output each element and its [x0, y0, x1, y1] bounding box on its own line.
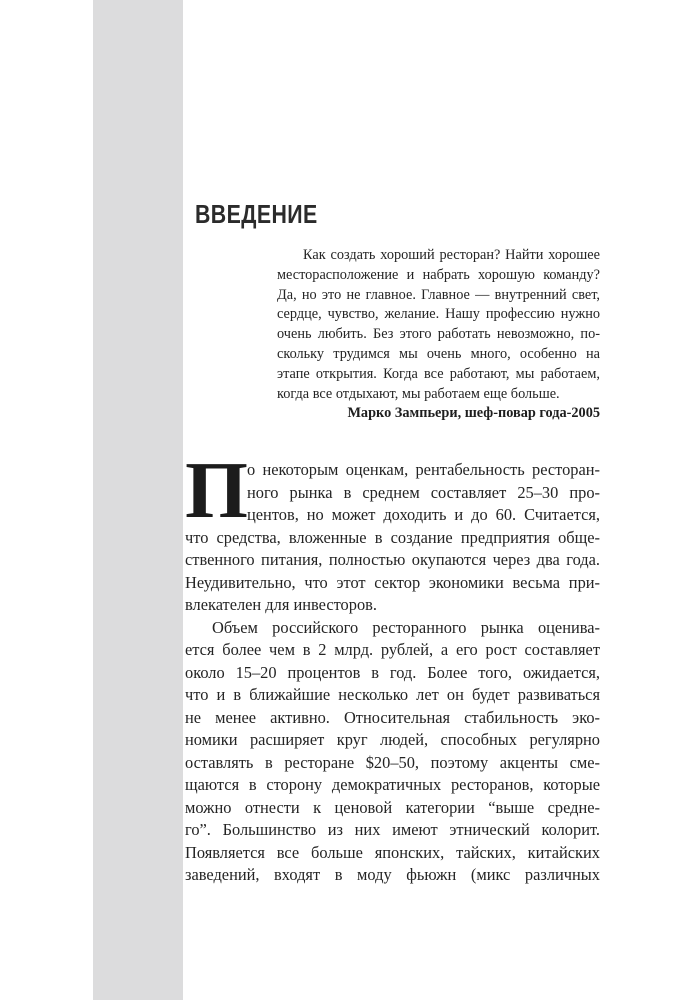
body-text-line: что средства, вложенные в создание предприятия обще-	[185, 527, 600, 547]
body-text-line: го”. Большинство из них имеют этнический колорит.	[185, 820, 600, 839]
epigraph-lines	[277, 246, 600, 404]
body-text-line: Появляется все больше японских, тайских, китайских	[185, 842, 600, 862]
epigraph-line: Да, но это не главное. Главное — внутренний свет,	[277, 286, 600, 303]
body-text-line: влекателен для инвесторов.	[185, 595, 377, 614]
body-text-line: номики расширяет круг людей, способных регулярно	[185, 730, 600, 749]
epigraph-line: месторасположение и набрать хорошую команду?	[277, 266, 600, 283]
body-text-line: ственного питания, полностью окупаются через два года.	[185, 550, 600, 569]
body-text-line: ного рынка в среднем составляет 25–30 про-	[247, 482, 600, 502]
epigraph-line: очень любить. Без этого работать невозможно, по-	[277, 326, 600, 343]
body-text-line: оставлять в ресторане $20–50, поэтому акценты сме-	[185, 752, 600, 772]
body-text-line: не менее активно. Относительная стабильность эко-	[185, 707, 600, 727]
paragraph-1-full-width	[185, 527, 600, 617]
body-text-line: о некоторым оценкам, рентабельность ресторан-	[247, 460, 600, 479]
epigraph	[277, 246, 600, 424]
epigraph-line: Как создать хороший ресторан? Найти хорошее	[303, 247, 600, 263]
body-text-line: ется более чем в 2 млрд. рублей, а его рост составляет	[185, 640, 600, 659]
drop-cap: П	[185, 445, 249, 535]
body-text-line: что и в ближайшие несколько лет он будет развиваться	[185, 685, 600, 704]
body-text-line: Объем российского ресторанного рынка оценива-	[212, 617, 600, 637]
epigraph-line: когда все отдыхают, мы работаем еще больше.	[277, 385, 560, 402]
body-text-line: около 15–20 процентов в год. Более того, ожидается,	[185, 662, 600, 682]
body-text-line: заведений, входят в моду фьюжн (микс различных	[185, 865, 600, 884]
body-text-line: можно отнести к ценовой категории “выше средне-	[185, 797, 600, 817]
decorative-side-strip	[93, 0, 183, 1000]
body-text-line: Неудивительно, что этот сектор экономики весьма при-	[185, 572, 600, 592]
paragraph-2	[185, 617, 600, 887]
paragraph-1-beside-drop-cap	[247, 459, 600, 527]
body-text-line: центов, но может доходить и до 60. Считается,	[247, 505, 600, 524]
epigraph-line: скольку трудимся мы очень много, особенно на	[277, 345, 600, 362]
epigraph-attribution: Марко Зампьери, шеф-повар года-2005	[347, 405, 600, 422]
epigraph-line: этапе открытия. Когда все работают, мы работаем,	[277, 365, 600, 382]
chapter-title: ВВЕДЕНИЕ	[195, 199, 318, 230]
body-text-line: щаются в сторону демократичных ресторанов, которые	[185, 775, 600, 794]
body-text	[185, 445, 600, 887]
epigraph-line: сердце, чувство, желание. Нашу профессию нужно	[277, 306, 600, 323]
